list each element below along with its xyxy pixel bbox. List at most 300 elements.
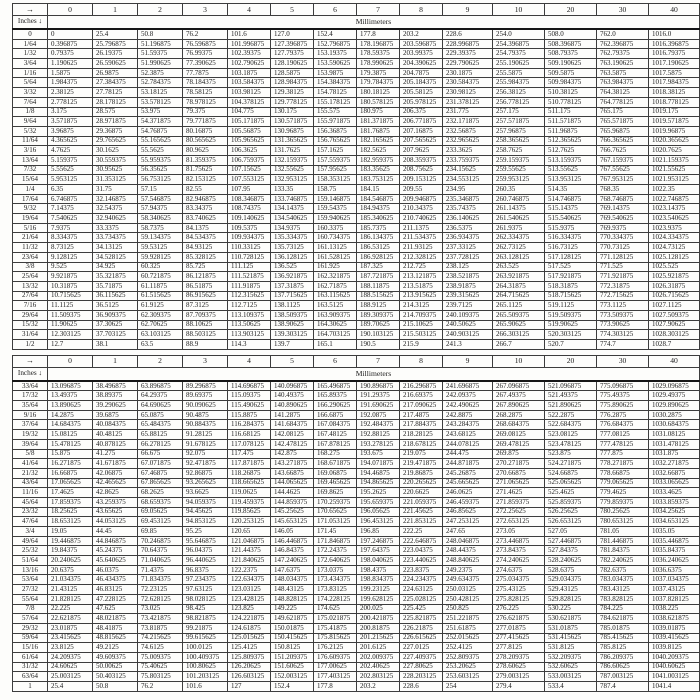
mm-value-cell: 65.0875	[138, 410, 183, 420]
mm-value-cell: 1041.4	[649, 682, 700, 692]
mm-value-cell: 21.828125	[48, 594, 93, 604]
mm-value-cell: 270.271875	[493, 459, 545, 469]
mm-value-cell: 31.75	[93, 185, 138, 195]
row-label-inches: 17/64	[13, 194, 48, 204]
mm-value-cell: 254.396875	[493, 39, 545, 49]
mm-value-cell: 179.784375	[357, 78, 400, 88]
mm-value-cell: 220.6625	[400, 488, 443, 498]
mm-value-cell: 515.540625	[545, 214, 597, 224]
mm-value-cell: 11.90625	[48, 320, 93, 330]
mm-value-cell: 138.509375	[271, 310, 314, 320]
mm-value-cell: 509.190625	[545, 59, 597, 69]
mm-value-cell: 22.621875	[48, 614, 93, 624]
mm-value-cell: 84.93125	[183, 243, 228, 253]
mm-value-cell: 196.453125	[357, 517, 400, 527]
mm-value-cell: 197.246875	[357, 536, 400, 546]
mm-value-cell: 141.2875	[271, 410, 314, 420]
mm-value-cell: 50.8	[93, 682, 138, 692]
mm-value-cell: 67.865625	[138, 478, 183, 488]
mm-value-cell: 764.38125	[597, 88, 649, 98]
mm-value-cell: 242.8875	[443, 410, 493, 420]
mm-value-cell: 198.834375	[357, 575, 400, 585]
mm-value-cell: 277.01875	[493, 623, 545, 633]
mm-value-cell: 200.421875	[357, 614, 400, 624]
mm-value-cell: 182.5625	[357, 146, 400, 156]
mm-value-cell: 125.4125	[228, 643, 271, 653]
mm-value-cell: 206.771875	[400, 117, 443, 127]
mm-value-cell: 142.875	[271, 449, 314, 459]
mm-value-cell: 256.778125	[493, 97, 545, 107]
mm-value-cell: 52.3875	[138, 68, 183, 78]
mm-value-cell: 1035.84375	[649, 546, 700, 556]
row-label-inches: 9/16	[13, 410, 48, 420]
mm-value-cell: 775.49375	[597, 391, 649, 401]
mm-value-cell: 30.1625	[93, 146, 138, 156]
column-header-9: 9	[443, 355, 493, 367]
mm-value-cell: 173.83125	[314, 585, 357, 595]
mm-value-cell: 246.0625	[443, 488, 493, 498]
row-label-inches: 1	[13, 682, 48, 692]
mm-value-cell: 58.7375	[138, 223, 183, 233]
mm-value-cell: 786.209375	[597, 652, 649, 662]
mm-value-cell: 94.059375	[183, 497, 228, 507]
mm-value-cell: 257.571875	[493, 117, 545, 127]
mm-value-cell: 271.859375	[493, 497, 545, 507]
mm-value-cell: 200.81875	[357, 623, 400, 633]
mm-value-cell: 533.4	[545, 682, 597, 692]
mm-value-cell: 516.334375	[545, 233, 597, 243]
table-row	[13, 39, 700, 49]
table-row	[13, 291, 700, 301]
mm-value-cell: 94.853125	[183, 517, 228, 527]
mm-value-cell: 133.35	[271, 185, 314, 195]
mm-value-cell: 533.003125	[545, 672, 597, 682]
mm-value-cell: 211.1375	[400, 223, 443, 233]
row-label-inches: 9/64	[13, 117, 48, 127]
mm-value-cell: 1030.2875	[649, 410, 700, 420]
mm-value-cell: 128.190625	[271, 59, 314, 69]
mm-value-cell: 519.1125	[545, 301, 597, 311]
column-header-4: 4	[228, 4, 271, 16]
mm-value-cell: 230.584375	[443, 78, 493, 88]
row-label-inches: 9/32	[13, 204, 48, 214]
mm-value-cell: 76.99375	[183, 49, 228, 59]
mm-value-cell: 59.53125	[138, 243, 183, 253]
mm-value-cell: 147.6375	[271, 565, 314, 575]
mm-value-cell: 523.875	[545, 449, 597, 459]
row-label-inches: 5/16	[13, 223, 48, 233]
table-row	[13, 320, 700, 330]
table-row	[13, 194, 700, 204]
mm-value-cell: 1029.890625	[649, 401, 700, 411]
mm-value-cell: 233.759375	[443, 155, 493, 165]
mm-value-cell: 523.08125	[545, 430, 597, 440]
mm-value-cell: 516.73125	[545, 243, 597, 253]
row-label-inches: 5/8	[13, 449, 48, 459]
mm-value-cell: 210.740625	[400, 214, 443, 224]
mm-value-cell: 173.0375	[314, 565, 357, 575]
mm-value-cell: 765.96875	[597, 126, 649, 136]
mm-value-cell: 766.7625	[597, 146, 649, 156]
mm-value-cell: 172.640625	[314, 556, 357, 566]
mm-value-cell: 1018.38125	[649, 88, 700, 98]
mm-value-cell: 1037.828125	[649, 594, 700, 604]
mm-value-cell: 27.78125	[93, 88, 138, 98]
row-label-inches: 27/64	[13, 291, 48, 301]
mm-value-cell: 242.490625	[443, 401, 493, 411]
mm-value-cell: 512.365625	[545, 136, 597, 146]
column-header-0: 0	[48, 4, 93, 16]
mm-value-cell: 214.3125	[400, 301, 443, 311]
mm-value-cell: 218.28125	[400, 430, 443, 440]
mm-value-cell: 1036.240625	[649, 556, 700, 566]
mm-value-cell: 1034.25625	[649, 507, 700, 517]
mm-value-cell: 1025.128125	[649, 252, 700, 262]
mm-value-cell: 0.396875	[48, 39, 93, 49]
mm-value-cell: 1031.478125	[649, 439, 700, 449]
mm-value-cell: 168.671875	[314, 459, 357, 469]
mm-value-cell: 67.46875	[138, 468, 183, 478]
mm-value-cell: 103.98125	[228, 88, 271, 98]
row-label-inches: 33/64	[13, 381, 48, 391]
mm-value-cell: 184.94375	[357, 204, 400, 214]
mm-value-cell: 68.659375	[138, 497, 183, 507]
mm-value-cell: 1019.175	[649, 107, 700, 117]
mm-value-cell: 1022.35	[649, 185, 700, 195]
mm-value-cell: 163.909375	[314, 310, 357, 320]
mm-value-cell: 241.696875	[443, 381, 493, 391]
column-header-6: 6	[314, 4, 357, 16]
column-header-7: 7	[357, 355, 400, 367]
mm-value-cell: 5.55625	[48, 165, 93, 175]
mm-value-cell: 161.13125	[314, 243, 357, 253]
mm-value-cell: 251.221875	[443, 614, 493, 624]
mm-value-cell: 228.6	[400, 682, 443, 692]
column-header-8: 8	[400, 4, 443, 16]
row-label-inches: 7/64	[13, 97, 48, 107]
mm-value-cell: 35.321875	[93, 272, 138, 282]
mm-value-cell: 224.63125	[400, 585, 443, 595]
mm-value-cell: 778.271875	[597, 459, 649, 469]
mm-value-cell: 236.140625	[443, 214, 493, 224]
mm-value-cell: 258.365625	[493, 136, 545, 146]
mm-value-cell: 175.815625	[314, 633, 357, 643]
mm-value-cell: 217.090625	[400, 401, 443, 411]
unit-header-row	[13, 16, 700, 30]
mm-value-cell: 1017.190625	[649, 59, 700, 69]
mm-value-cell: 1039.01875	[649, 623, 700, 633]
mm-value-cell: 4.365625	[48, 136, 93, 146]
mm-value-cell: 235.74375	[443, 204, 493, 214]
mm-value-cell: 118.665625	[228, 478, 271, 488]
mm-value-cell: 186.134375	[357, 233, 400, 243]
mm-value-cell: 22.225	[48, 604, 93, 614]
inches-axis-label: Inches ↓	[13, 16, 48, 30]
mm-value-cell: 179.3875	[357, 68, 400, 78]
mm-value-cell: 143.66875	[271, 468, 314, 478]
mm-value-cell: 781.05	[597, 527, 649, 537]
mm-value-cell: 66.675	[138, 449, 183, 459]
mm-value-cell: 164.703125	[314, 330, 357, 340]
mm-value-cell: 225.821875	[400, 614, 443, 624]
mm-value-cell: 769.14375	[597, 204, 649, 214]
mm-value-cell: 239.315625	[443, 291, 493, 301]
mm-value-cell: 779.859375	[597, 497, 649, 507]
mm-value-cell: 232.965625	[443, 136, 493, 146]
mm-value-cell: 33.734375	[93, 233, 138, 243]
mm-value-cell: 773.90625	[597, 320, 649, 330]
mm-value-cell: 772.31875	[597, 281, 649, 291]
mm-value-cell: 178.196875	[357, 39, 400, 49]
row-label-inches: 7/8	[13, 604, 48, 614]
table-row	[13, 126, 700, 136]
mm-value-cell: 252.015625	[443, 633, 493, 643]
column-header-10: 10	[493, 355, 545, 367]
mm-value-cell: 204.390625	[400, 59, 443, 69]
mm-value-cell: 244.475	[443, 449, 493, 459]
mm-value-cell: 4.7625	[48, 146, 93, 156]
mm-value-cell: 169.8625	[314, 488, 357, 498]
mm-value-cell: 23.415625	[48, 633, 93, 643]
mm-value-cell: 233.3625	[443, 146, 493, 156]
mm-value-cell: 24.60625	[48, 662, 93, 672]
table-row	[13, 330, 700, 340]
mm-value-cell: 265.90625	[493, 320, 545, 330]
mm-value-cell: 9.128125	[48, 252, 93, 262]
row-label-inches: 0	[13, 29, 48, 39]
mm-value-cell: 777.478125	[597, 439, 649, 449]
mm-value-cell: 122.2375	[228, 565, 271, 575]
mm-value-cell: 191.690625	[357, 401, 400, 411]
mm-value-cell: 1026.31875	[649, 281, 700, 291]
mm-value-cell: 277.8125	[493, 643, 545, 653]
mm-value-cell: 49.609375	[93, 652, 138, 662]
mm-value-cell: 134.540625	[271, 214, 314, 224]
mm-value-cell: 37.703125	[93, 330, 138, 340]
mm-value-cell: 40.48125	[93, 430, 138, 440]
mm-value-cell: 261.540625	[493, 214, 545, 224]
mm-value-cell: 527.446875	[545, 536, 597, 546]
column-header-20: 20	[545, 355, 597, 367]
mm-value-cell: 59.928125	[138, 252, 183, 262]
mm-value-cell: 152.4	[271, 682, 314, 692]
mm-value-cell: 763.5875	[597, 68, 649, 78]
mm-value-cell: 33.3375	[93, 223, 138, 233]
mm-value-cell: 234.15625	[443, 165, 493, 175]
table-row	[13, 536, 700, 546]
mm-value-cell: 142.478125	[271, 439, 314, 449]
mm-value-cell: 779.065625	[597, 478, 649, 488]
mm-value-cell: 202.40625	[357, 662, 400, 672]
mm-value-cell: 247.253125	[443, 517, 493, 527]
mm-value-cell: 123.428125	[228, 594, 271, 604]
mm-value-cell: 171.053125	[314, 517, 357, 527]
mm-value-cell: 101.6	[228, 29, 271, 39]
mm-value-cell: 202.803125	[357, 672, 400, 682]
mm-value-cell: 45.640625	[93, 556, 138, 566]
mm-value-cell: 16.271875	[48, 459, 93, 469]
mm-value-cell: 146.446875	[271, 536, 314, 546]
mm-value-cell: 213.915625	[400, 291, 443, 301]
mm-value-cell: 38.496875	[93, 381, 138, 391]
mm-value-cell: 142.08125	[271, 430, 314, 440]
mm-value-cell: 78.58125	[183, 88, 228, 98]
mm-value-cell: 17.065625	[48, 478, 93, 488]
mm-value-cell: 771.921875	[597, 272, 649, 282]
table-row	[13, 623, 700, 633]
mm-value-cell: 64.690625	[138, 401, 183, 411]
mm-value-cell: 13.096875	[48, 381, 93, 391]
mm-value-cell: 86.121875	[183, 272, 228, 282]
mm-value-cell: 44.053125	[93, 517, 138, 527]
mm-value-cell: 770.73125	[597, 243, 649, 253]
table-row	[13, 459, 700, 469]
mm-value-cell: 1022.746875	[649, 194, 700, 204]
mm-value-cell: 188.9125	[357, 301, 400, 311]
mm-value-cell: 218.678125	[400, 439, 443, 449]
mm-value-cell: 273.05	[493, 527, 545, 537]
mm-value-cell: 1018.778125	[649, 97, 700, 107]
mm-value-cell: 80.565625	[183, 136, 228, 146]
mm-value-cell: 88.9	[183, 340, 228, 350]
column-header-5: 5	[271, 355, 314, 367]
mm-value-cell: 767.55625	[597, 165, 649, 175]
mm-value-cell: 70.64375	[138, 546, 183, 556]
mm-value-cell: 521.096875	[545, 381, 597, 391]
mm-value-cell: 1.5875	[48, 68, 93, 78]
mm-value-cell: 137.31875	[271, 281, 314, 291]
mm-value-cell: 75.40625	[138, 662, 183, 672]
mm-value-cell: 91.678125	[183, 439, 228, 449]
mm-value-cell: 49.2125	[93, 643, 138, 653]
mm-value-cell: 191.29375	[357, 391, 400, 401]
mm-value-cell: 527.84375	[545, 546, 597, 556]
row-label-inches: 1/8	[13, 107, 48, 117]
mm-value-cell: 170.65625	[314, 507, 357, 517]
mm-value-cell: 89.296875	[183, 381, 228, 391]
lower-table-body	[13, 381, 700, 692]
mm-value-cell: 106.3625	[228, 146, 271, 156]
mm-value-cell: 167.878125	[314, 439, 357, 449]
table-row	[13, 146, 700, 156]
mm-value-cell: 166.290625	[314, 401, 357, 411]
mm-value-cell: 2.38125	[48, 88, 93, 98]
table-row	[13, 243, 700, 253]
mm-value-cell: 1024.334375	[649, 233, 700, 243]
mm-value-cell: 47.228125	[93, 594, 138, 604]
mm-value-cell: 162.321875	[314, 272, 357, 282]
table-row	[13, 117, 700, 127]
mm-value-cell: 1023.14375	[649, 204, 700, 214]
mm-value-cell: 256.38125	[493, 88, 545, 98]
mm-value-cell: 771.128125	[597, 252, 649, 262]
column-header-2: 2	[138, 4, 183, 16]
mm-value-cell: 50.8	[138, 29, 183, 39]
table-row	[13, 575, 700, 585]
mm-value-cell: 125.809375	[228, 652, 271, 662]
mm-value-cell: 255.5875	[493, 68, 545, 78]
mm-value-cell: 230.98125	[443, 88, 493, 98]
mm-value-cell: 275.43125	[493, 585, 545, 595]
mm-value-cell: 63.5	[138, 340, 183, 350]
mm-value-cell: 54.76875	[138, 126, 183, 136]
row-label-inches: 11/16	[13, 488, 48, 498]
mm-value-cell: 156.765625	[314, 136, 357, 146]
mm-value-cell: 130.96875	[271, 126, 314, 136]
column-header-9: 9	[443, 4, 493, 16]
mm-value-cell: 71.040625	[138, 556, 183, 566]
mm-value-cell: 113.109375	[228, 310, 271, 320]
mm-value-cell: 519.90625	[545, 320, 597, 330]
mm-value-cell: 531.01875	[545, 623, 597, 633]
mm-value-cell: 177.8	[357, 29, 400, 39]
mm-value-cell: 127.0	[271, 29, 314, 39]
mm-value-cell: 129.778125	[271, 97, 314, 107]
mm-value-cell: 1036.6375	[649, 565, 700, 575]
table-row	[13, 204, 700, 214]
row-label-inches: 19/32	[13, 430, 48, 440]
mm-value-cell: 1016.79375	[649, 49, 700, 59]
row-label-inches: 49/64	[13, 536, 48, 546]
mm-value-cell: 152.796875	[314, 39, 357, 49]
table-row	[13, 97, 700, 107]
mm-value-cell: 765.175	[597, 107, 649, 117]
row-label-inches: 1/4	[13, 185, 48, 195]
table-row	[13, 262, 700, 272]
mm-value-cell: 14.2875	[48, 410, 93, 420]
mm-value-cell: 245.665625	[443, 478, 493, 488]
mm-value-cell: 157.95625	[314, 165, 357, 175]
mm-value-cell: 84.1375	[183, 223, 228, 233]
mm-value-cell: 129.38125	[271, 88, 314, 98]
mm-value-cell: 172.24375	[314, 546, 357, 556]
mm-value-cell: 190.5	[357, 340, 400, 350]
table-row	[13, 214, 700, 224]
mm-value-cell: 508.396875	[545, 39, 597, 49]
mm-value-cell: 270.66875	[493, 468, 545, 478]
mm-value-cell: 145.653125	[271, 517, 314, 527]
table-row	[13, 633, 700, 643]
mm-value-cell: 518.715625	[545, 291, 597, 301]
mm-value-cell: 158.75	[314, 185, 357, 195]
mm-value-cell: 511.175	[545, 107, 597, 117]
column-header-row	[13, 4, 700, 16]
mm-value-cell: 18.653125	[48, 517, 93, 527]
mm-value-cell: 185.7375	[357, 223, 400, 233]
mm-value-cell: 189.309375	[357, 310, 400, 320]
mm-value-cell: 244.078125	[443, 439, 493, 449]
mm-value-cell: 1031.875	[649, 449, 700, 459]
mm-value-cell: 78.978125	[183, 97, 228, 107]
mm-value-cell: 519.509375	[545, 310, 597, 320]
mm-value-cell: 138.90625	[271, 320, 314, 330]
mm-value-cell: 271.4625	[493, 488, 545, 498]
table-row	[13, 175, 700, 185]
mm-value-cell: 228.203125	[400, 672, 443, 682]
mm-value-cell: 79.771875	[183, 117, 228, 127]
mm-value-cell: 234.553125	[443, 175, 493, 185]
mm-value-cell: 520.7	[545, 340, 597, 350]
mm-value-cell: 522.2875	[545, 410, 597, 420]
mm-value-cell: 781.446875	[597, 536, 649, 546]
mm-value-cell: 261.9375	[493, 223, 545, 233]
mm-value-cell: 15.08125	[48, 430, 93, 440]
table-row	[13, 507, 700, 517]
mm-value-cell: 103.1875	[228, 68, 271, 78]
mm-value-cell: 511.96875	[545, 126, 597, 136]
mm-value-cell: 85.725	[183, 262, 228, 272]
mm-value-cell: 82.55	[183, 185, 228, 195]
